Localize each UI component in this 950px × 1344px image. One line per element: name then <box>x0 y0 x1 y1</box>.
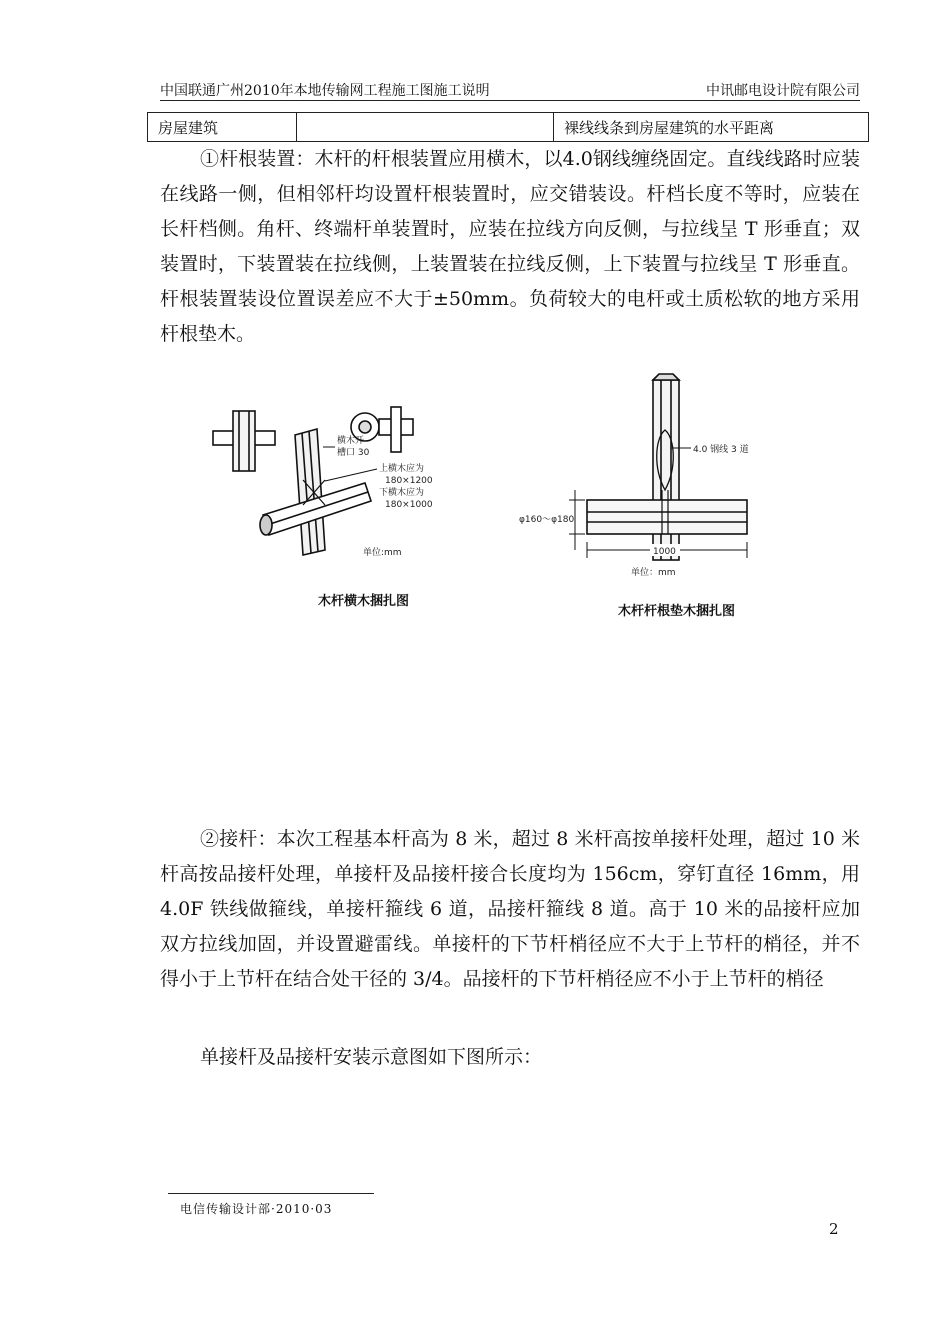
root-pad <box>587 500 747 534</box>
figure1-unit: 单位:mm <box>363 548 402 558</box>
label-wire: 4.0 钢线 3 道 <box>693 445 749 455</box>
table-row <box>148 113 869 142</box>
footnote-divider <box>168 1193 374 1194</box>
label-upper-arm: 上横木应为 <box>379 464 425 474</box>
crossarm-binding-figure <box>205 385 465 570</box>
table-cell-value <box>297 113 554 142</box>
label-lower-arm: 下横木应为 <box>379 488 425 498</box>
figure2-caption: 木杆杆根垫木捆扎图 <box>618 604 736 619</box>
figure2-unit: 单位：mm <box>631 568 676 578</box>
paragraph-pole-root: ①杆根装置：木杆的杆根装置应用横木，以4.0钢线缠绕固定。直线线路时应装在线路一侧，但相邻杆均设置杆根装置时，应交错装设。杆档长度不等时，应装在长杆档侧。角杆、终端杆单装置时，应装在拉线方向反侧，与拉线呈 T 形垂直；双装置时，下装置装在拉线侧，上装置装在拉线反侧，上下装置与拉线呈 T 形垂直。杆根装置装设位置误差应不大于±50mm。负荷较大的电杆或土质松软的地方采用杆根垫木。 <box>160 148 860 345</box>
small-cross-post <box>233 411 255 471</box>
label-diameter: φ160～φ180 <box>519 515 575 525</box>
label-length: 1000 <box>653 547 676 557</box>
table-cell-category: 房屋建筑 <box>148 113 297 142</box>
table-cell-description: 裸线线条到房屋建筑的水平距离 <box>554 113 869 142</box>
page-header <box>160 78 860 101</box>
label-notch-size: 槽口 30 <box>337 448 370 458</box>
figure1-caption: 木杆横木捆扎图 <box>318 594 410 609</box>
paragraph-pole-splicing: ②接杆：本次工程基本杆高为 8 米，超过 8 米杆高按单接杆处理，超过 10 米杆高按品接杆处理，单接杆及品接杆接合长度均为 156cm，穿钉直径 16mm，用 4.0F 铁线做箍线，单接杆箍线 6 道，品接杆箍线 8 道。高于 10 米的品接杆应加双方拉线加固，并设置避雷线。单接杆的下节杆梢径应不大于上节杆的梢径，并不得小于上节杆在结合处干径的 3/4。品接杆的下节杆梢径应不小于上节杆的梢径 <box>160 828 860 990</box>
paragraph-figure-intro: 单接杆及品接杆安装示意图如下图所示： <box>200 1046 543 1068</box>
label-upper-arm-size: 180×1200 <box>385 476 433 486</box>
page-number: 2 <box>829 1220 839 1238</box>
header-title: 中国联通广州2010年本地传输网工程施工图施工说明 <box>160 83 490 99</box>
label-lower-arm-size: 180×1000 <box>385 500 433 510</box>
label-notch: 横木开 <box>337 436 365 446</box>
distance-table <box>147 112 869 142</box>
footnote: 电信传输设计部·2010·03 <box>180 1202 333 1216</box>
header-company: 中讯邮电设计院有限公司 <box>706 83 860 99</box>
pole-root-pad-figure <box>515 372 780 582</box>
